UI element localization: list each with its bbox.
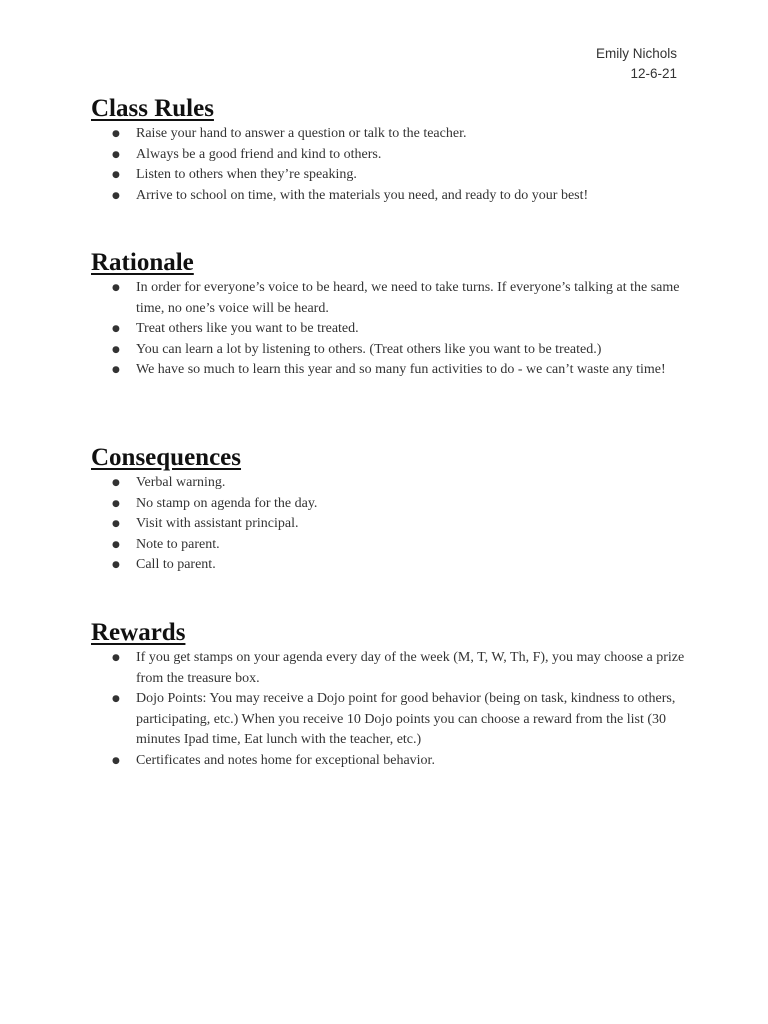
list-item-text: Visit with assistant principal. xyxy=(136,516,299,532)
section-class-rules xyxy=(91,94,691,206)
list-item xyxy=(91,319,691,340)
section-title: Rewards xyxy=(91,619,186,646)
list-item xyxy=(91,124,691,145)
list-item xyxy=(91,648,691,689)
section-rewards xyxy=(91,618,691,772)
list-item xyxy=(91,514,691,535)
bullet-icon: ● xyxy=(112,283,120,293)
bullet-icon: ● xyxy=(112,694,120,705)
list-item-text: Listen to others when they’re speaking. xyxy=(136,167,357,183)
bullet-icon: ● xyxy=(112,755,120,766)
list-item-text: Arrive to school on time, with the materials you need, and ready to do your best! xyxy=(136,187,589,203)
bullet-list xyxy=(91,473,691,576)
list-item-text: No stamp on agenda for the day. xyxy=(136,495,318,511)
bullet-icon: ● xyxy=(112,149,120,160)
bullet-list xyxy=(91,648,691,772)
bullet-icon: ● xyxy=(112,519,120,530)
list-item xyxy=(91,360,691,381)
section-title: Consequences xyxy=(91,444,242,471)
list-item xyxy=(91,278,691,319)
list-item-text: Dojo Points: You may receive a Dojo point for good behavior (being on task, kindness to others, participating, etc.) When you receive 10 Dojo points you can choose a reward from the list (30 minutes Ipad time, Eat lunch with the teacher, etc.) xyxy=(136,691,676,748)
list-item xyxy=(91,751,691,772)
section-title: Class Rules xyxy=(91,95,214,122)
list-item-text: Raise your hand to answer a question or talk to the teacher. xyxy=(136,126,467,141)
list-item-text: Call to parent. xyxy=(136,557,216,573)
bullet-icon: ● xyxy=(112,170,120,181)
list-item xyxy=(91,535,691,556)
list-item-text: Verbal warning. xyxy=(136,475,226,490)
list-item-text: Always be a good friend and kind to others. xyxy=(136,146,382,162)
bullet-list xyxy=(91,278,691,381)
section-title: Rationale xyxy=(91,249,194,276)
bullet-list xyxy=(91,124,691,206)
section-rationale xyxy=(91,248,691,381)
header-meta xyxy=(596,44,677,84)
bullet-icon: ● xyxy=(112,129,120,139)
bullet-icon: ● xyxy=(112,478,120,488)
author-name: Emily Nichols xyxy=(595,46,677,61)
list-item-text: You can learn a lot by listening to others. (Treat others like you want to be treated.) xyxy=(136,341,602,357)
list-item-text: We have so much to learn this year and so many fun activities to do - we can’t waste any time! xyxy=(136,362,666,378)
list-item-text: In order for everyone’s voice to be heard, we need to take turns. If everyone’s talking at the same time, no one’s voice will be heard. xyxy=(136,280,680,316)
bullet-icon: ● xyxy=(112,365,120,376)
list-item xyxy=(91,689,691,751)
bullet-icon: ● xyxy=(112,190,120,201)
list-item xyxy=(91,145,691,166)
list-item xyxy=(91,555,691,576)
list-item-text: If you get stamps on your agenda every day of the week (M, T, W, Th, F), you may choose a prize from the treasure box. xyxy=(136,650,685,686)
bullet-icon: ● xyxy=(112,560,120,571)
bullet-icon: ● xyxy=(112,539,120,550)
section-consequences xyxy=(91,443,691,576)
list-item xyxy=(91,494,691,515)
list-item xyxy=(91,186,691,207)
bullet-icon: ● xyxy=(112,653,120,663)
bullet-icon: ● xyxy=(112,344,120,355)
document-date: 12-6-21 xyxy=(630,66,677,81)
list-item-text: Treat others like you want to be treated. xyxy=(136,321,359,337)
bullet-icon: ● xyxy=(112,324,120,335)
list-item xyxy=(91,340,691,361)
list-item-text: Note to parent. xyxy=(136,536,220,552)
list-item-text: Certificates and notes home for exceptional behavior. xyxy=(136,752,435,768)
bullet-icon: ● xyxy=(112,498,120,509)
list-item xyxy=(91,165,691,186)
list-item xyxy=(91,473,691,494)
